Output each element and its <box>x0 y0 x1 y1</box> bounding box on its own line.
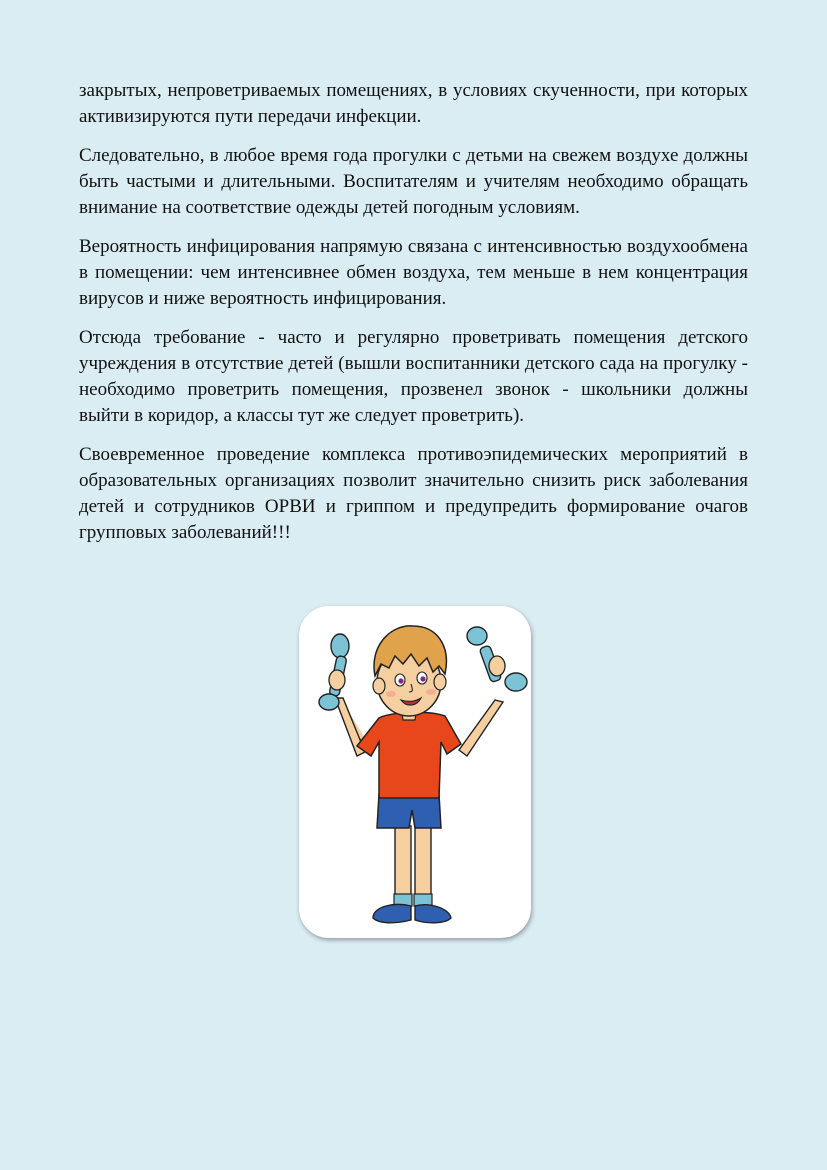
paragraph-ventilation-requirement: Отсюда требование - часто и регулярно проветривать помещения детского учреждения в отсутствие детей (вышли воспитанники детского сада на прогулку - необходимо проветрить помещения, прозвенел звонок - школьники должны выйти в коридор, а классы тут же следует проветрить). <box>79 327 748 426</box>
shorts <box>377 794 441 828</box>
paragraph-ventilation-context: закрытых, непроветриваемых помещениях, в условиях скученности, при которых активизируются пути передачи инфекции. <box>79 80 748 127</box>
boy-with-dumbbells-icon <box>299 606 531 938</box>
paragraph-outdoor-walks: Следовательно, в любое время года прогулки с детьми на свежем воздухе должны быть частыми и длительными. Воспитателям и учителям необходимо обращать внимание на соответствие одежды детей погодным условиям. <box>79 145 748 218</box>
paragraph-conclusion: Своевременное проведение комплекса противоэпидемических мероприятий в образовательных организациях позволит значительно снизить риск заболевания детей и сотрудников ОРВИ и гриппом и предупредить формирование очагов групповых заболеваний!!! <box>79 444 748 543</box>
right-shoe <box>415 905 451 923</box>
left-leg <box>395 826 411 898</box>
right-arm <box>459 700 503 756</box>
left-shoe <box>373 905 411 923</box>
document-body <box>79 78 748 559</box>
shirt <box>357 712 461 798</box>
paragraph-infection-probability: Вероятность инфицирования напрямую связана с интенсивностью воздухообмена в помещении: чем интенсивнее обмен воздуха, тем меньше в нем концентрация вирусов и ниже вероятность инфицирования. <box>79 236 748 309</box>
right-leg <box>415 826 431 898</box>
illustration-card <box>299 606 531 938</box>
